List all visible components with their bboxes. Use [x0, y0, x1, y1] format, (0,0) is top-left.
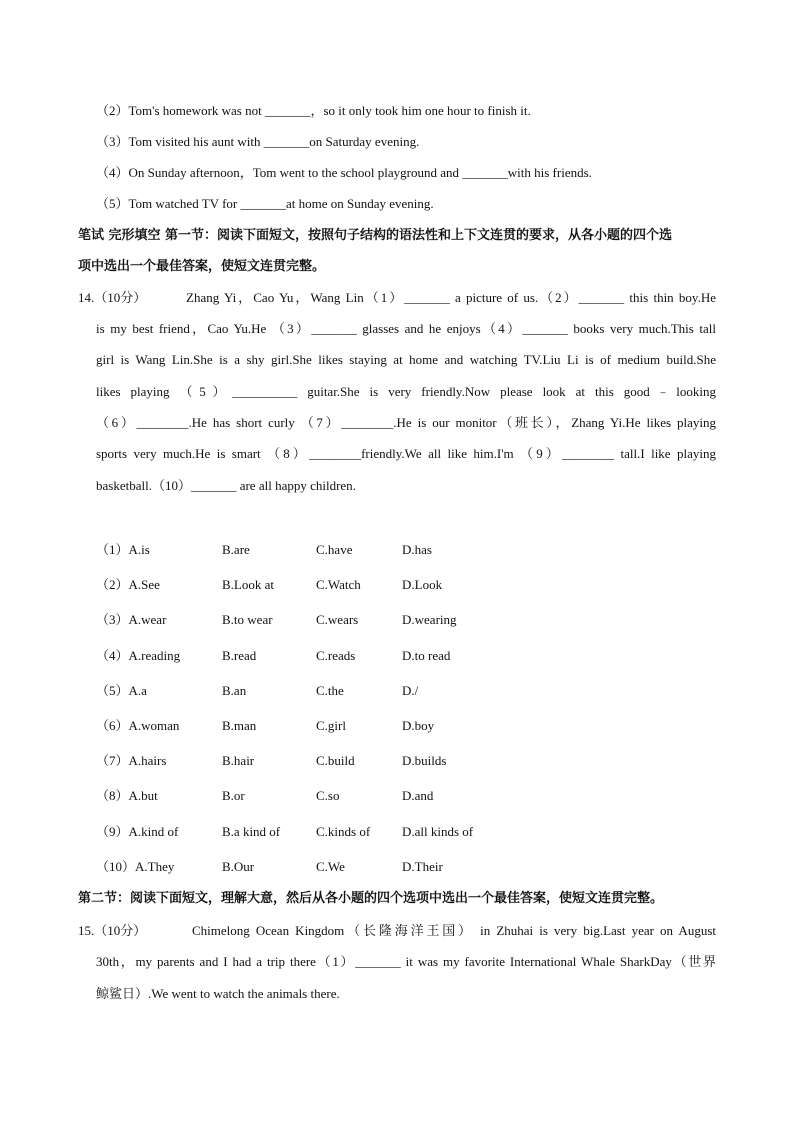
option-row: [96, 542, 596, 558]
passage-line: girl is Wang Lin.She is a shy girl.She likes staying at home and watching TV.Liu Li is of medium build.She: [96, 352, 716, 367]
passage-line: 30th，my parents and I had a trip there（1）_______ it was my favorite International Whale SharkDay（世界: [96, 954, 716, 969]
option: C.have: [316, 542, 353, 557]
option: （9）A.kind of: [96, 824, 179, 839]
passage-line: （6）________.He has short curly （7）________.He is our monitor（班长），Zhang Yi.He likes playing: [96, 415, 716, 430]
option: （10）A.They: [96, 859, 175, 874]
option: （6）A.woman: [96, 718, 180, 733]
option-row: [96, 824, 596, 840]
option-row: [96, 648, 596, 664]
option-row: [96, 612, 596, 628]
passage-line: sports very much.He is smart （8）________friendly.We all like him.I'm （9）________ tall.I like playing: [96, 446, 716, 461]
fill-item: （3）Tom visited his aunt with _______on Saturday evening.: [96, 134, 420, 149]
option: D.all kinds of: [402, 824, 474, 839]
option: （8）A.but: [96, 788, 158, 803]
option: B.hair: [222, 753, 255, 768]
option-row: [96, 577, 596, 593]
section-heading: 项中选出一个最佳答案，使短文连贯完整。: [78, 259, 326, 274]
passage-line: likes playing （5）__________ guitar.She is very friendly.Now please look at this good﹣looking: [96, 384, 716, 399]
question-number: 14.（10分）: [78, 290, 147, 305]
option-row: [96, 859, 596, 875]
option: B.man: [222, 718, 257, 733]
option: C.so: [316, 788, 340, 803]
passage-line: is my best friend，Cao Yu.He （3）_______ glasses and he enjoys（4）_______ books very much.This tall: [96, 321, 716, 336]
option-row: [96, 718, 596, 734]
passage-line: 鲸鲨日）.We went to watch the animals there.: [96, 986, 340, 1001]
option: D.Their: [402, 859, 443, 874]
option: B.are: [222, 542, 250, 557]
option: （2）A.See: [96, 577, 160, 592]
option: D.to read: [402, 648, 451, 663]
option: B.Look at: [222, 577, 274, 592]
passage-line: Zhang Yi，Cao Yu，Wang Lin（1）_______ a picture of us.（2）_______ this thin boy.He: [186, 290, 716, 305]
fill-item: （5）Tom watched TV for _______at home on Sunday evening.: [96, 196, 434, 211]
option: D.boy: [402, 718, 435, 733]
option: （1）A.is: [96, 542, 150, 557]
option: C.the: [316, 683, 344, 698]
option: D.wearing: [402, 612, 457, 627]
option: B.an: [222, 683, 247, 698]
option: C.Watch: [316, 577, 361, 592]
fill-item: （2）Tom's homework was not _______，so it only took him one hour to finish it.: [96, 103, 531, 118]
option: C.build: [316, 753, 355, 768]
option: D.Look: [402, 577, 443, 592]
option: C.kinds of: [316, 824, 371, 839]
option: （7）A.hairs: [96, 753, 167, 768]
passage-line: Chimelong Ocean Kingdom（长隆海洋王国） in Zhuhai is very big.Last year on August: [192, 923, 716, 938]
option-row: [96, 788, 596, 804]
fill-item: （4）On Sunday afternoon，Tom went to the school playground and _______with his friends.: [96, 165, 592, 180]
option: D./: [402, 683, 419, 698]
option: B.a kind of: [222, 824, 281, 839]
option: （4）A.reading: [96, 648, 181, 663]
option: B.to wear: [222, 612, 273, 627]
option: C.reads: [316, 648, 356, 663]
option: C.girl: [316, 718, 346, 733]
option-row: [96, 753, 596, 769]
option: D.builds: [402, 753, 447, 768]
option: D.and: [402, 788, 434, 803]
option: B.Our: [222, 859, 255, 874]
option: D.has: [402, 542, 432, 557]
passage-line: basketball.（10）_______ are all happy children.: [96, 478, 356, 493]
section-heading: 笔试 完形填空 第一节：阅读下面短文，按照句子结构的语法性和上下文连贯的要求，从各小题的四个选: [78, 228, 673, 243]
option: C.We: [316, 859, 345, 874]
option: B.read: [222, 648, 257, 663]
question-number: 15.（10分）: [78, 923, 147, 938]
option: C.wears: [316, 612, 359, 627]
option-row: [96, 683, 596, 699]
section-heading: 第二节：阅读下面短文，理解大意，然后从各小题的四个选项中选出一个最佳答案，使短文连贯完整。: [78, 891, 664, 906]
option: （3）A.wear: [96, 612, 167, 627]
option: （5）A.a: [96, 683, 147, 698]
option: B.or: [222, 788, 245, 803]
